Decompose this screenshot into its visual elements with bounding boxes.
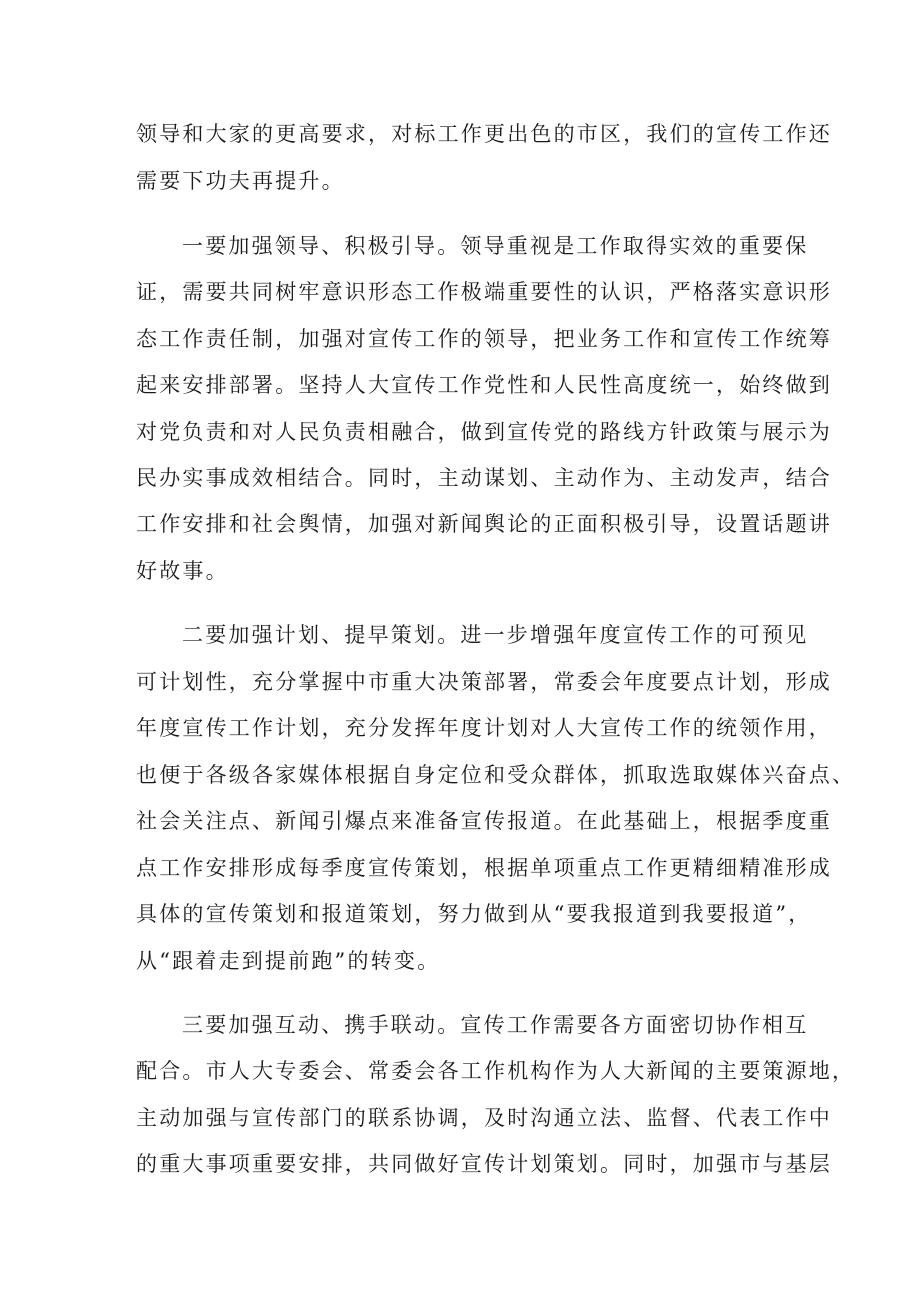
text-line: 的重大事项重要安排，共同做好宣传计划策划。同时，加强市与基层 — [136, 1152, 832, 1176]
text-line: 工作安排和社会舆情，加强对新闻舆论的正面积极引导，设置话题讲 — [136, 512, 832, 536]
text-line: 一要加强领导、积极引导。领导重视是工作取得实效的重要保 — [182, 234, 809, 258]
text-line: 配合。市人大专委会、常委会各工作机构作为人大新闻的主要策源地， — [136, 1059, 856, 1083]
text-line: 领导和大家的更高要求，对标工作更出色的市区，我们的宣传工作还 — [136, 122, 832, 146]
text-line: 好故事。 — [136, 559, 229, 583]
text-line: 态工作责任制，加强对宣传工作的领导，把业务工作和宣传工作统筹 — [136, 327, 832, 351]
text-line: 证，需要共同树牢意识形态工作极端重要性的认识，严格落实意识形 — [136, 280, 832, 304]
text-line: 对党负责和对人民负责相融合，做到宣传党的路线方针政策与展示为 — [136, 420, 832, 444]
text-line: 也便于各级各家媒体根据自身定位和受众群体，抓取选取媒体兴奋点、 — [136, 763, 856, 787]
text-line: 点工作安排形成每季度宣传策划，根据单项重点工作更精细精准形成 — [136, 856, 832, 880]
text-line: 从“跟着走到提前跑”的转变。 — [136, 949, 441, 973]
text-line: 民办实事成效相结合。同时，主动谋划、主动作为、主动发声，结合 — [136, 466, 832, 490]
text-line: 可计划性，充分掌握中市重大决策部署，常委会年度要点计划，形成 — [136, 670, 832, 694]
text-line: 主动加强与宣传部门的联系协调，及时沟通立法、监督、代表工作中 — [136, 1106, 832, 1130]
text-line: 年度宣传工作计划，充分发挥年度计划对人大宣传工作的统领作用， — [136, 716, 832, 740]
text-line: 具体的宣传策划和报道策划，努力做到从“要我报道到我要报道”， — [136, 902, 812, 926]
text-line: 需要下功夫再提升。 — [136, 169, 345, 193]
text-line: 二要加强计划、提早策划。进一步增强年度宣传工作的可预见 — [182, 623, 809, 647]
text-line: 起来安排部署。坚持人大宣传工作党性和人民性高度统一，始终做到 — [136, 373, 832, 397]
text-line: 三要加强互动、携手联动。宣传工作需要各方面密切协作相互 — [182, 1013, 809, 1037]
text-line: 社会关注点、新闻引爆点来准备宣传报道。在此基础上，根据季度重 — [136, 809, 832, 833]
